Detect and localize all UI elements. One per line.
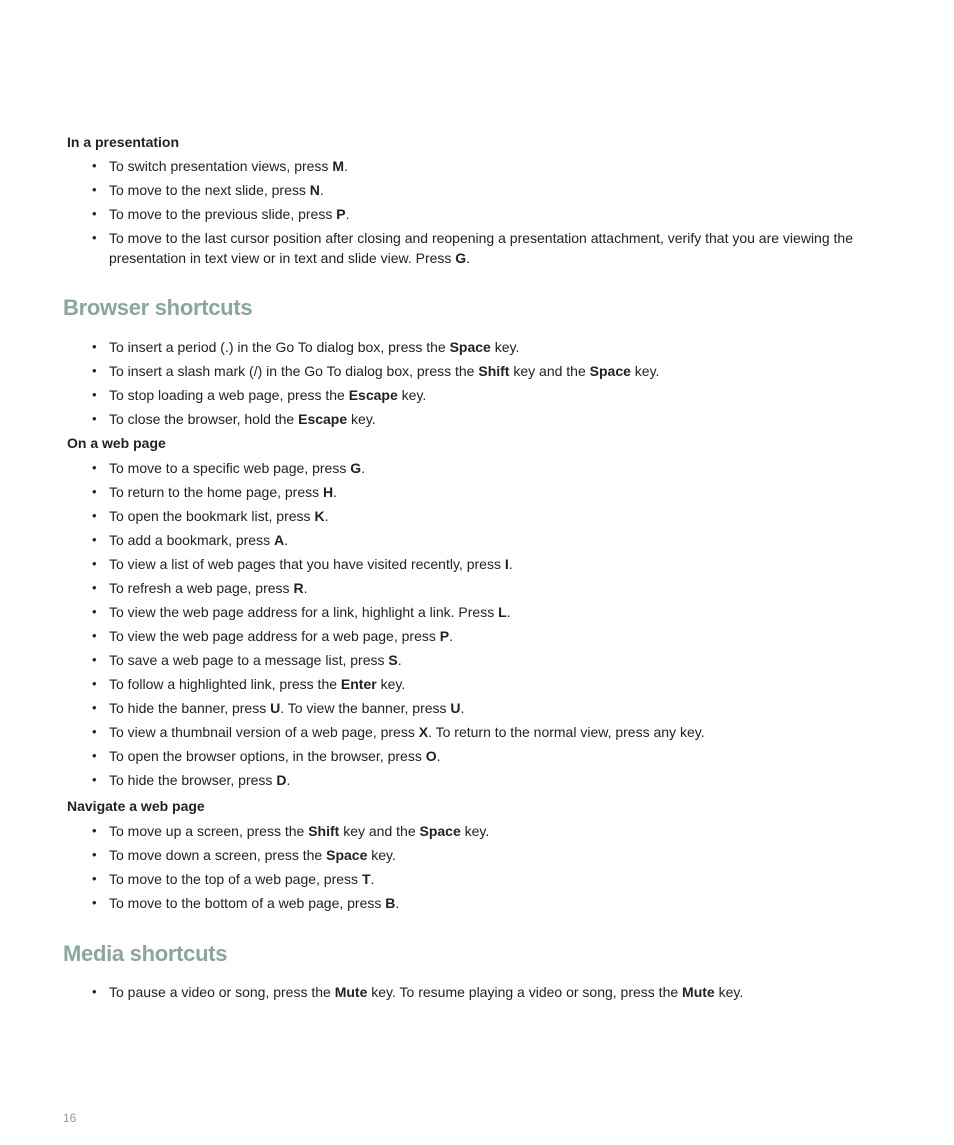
item-text: To hide the browser, press: [109, 772, 277, 788]
key-name: B: [385, 895, 396, 911]
key-name: G: [455, 250, 467, 266]
item-text: key and the: [509, 363, 590, 379]
item-text: key. To resume playing a video or song, press the: [367, 984, 683, 1000]
item-text: To add a bookmark, press: [109, 532, 274, 548]
item-text: .: [506, 604, 511, 620]
key-name: Space: [449, 339, 491, 355]
item-text: To move down a screen, press the: [109, 847, 327, 863]
list-item: [0, 228, 954, 268]
item-text: To close the browser, hold the: [109, 411, 299, 427]
list-item: [0, 698, 954, 718]
key-name: M: [332, 158, 344, 174]
item-text: To move to the previous slide, press: [109, 206, 337, 222]
list-item: [0, 578, 954, 598]
list-item: [0, 530, 954, 550]
key-name: G: [350, 460, 362, 476]
item-text: To hide the banner, press: [109, 700, 271, 716]
item-text: To move to the last cursor position after closing and reopening a presentation attachment, verify that you are viewing the presentation in text view or in text and slide view. Press: [109, 230, 853, 266]
item-text: .: [460, 700, 465, 716]
media-shortcuts-heading: Media shortcuts: [63, 941, 228, 966]
item-text: .: [319, 182, 324, 198]
list-item: [0, 650, 954, 670]
item-text: To move up a screen, press the: [109, 823, 309, 839]
item-text: .: [333, 484, 338, 500]
item-text: .: [286, 772, 291, 788]
item-text: key.: [347, 411, 376, 427]
item-text: .: [345, 206, 350, 222]
browser-list: [0, 337, 954, 433]
list-item: [0, 156, 954, 176]
key-name: N: [309, 182, 320, 198]
presentation-heading: In a presentation: [67, 134, 180, 150]
key-name: R: [293, 580, 304, 596]
item-text: To view a list of web pages that you have visited recently, press: [109, 556, 505, 572]
item-text: .: [370, 871, 375, 887]
item-text: . To view the banner, press: [280, 700, 451, 716]
navigate-list: [0, 821, 954, 917]
item-text: To open the browser options, in the browser, press: [109, 748, 426, 764]
list-item: [0, 982, 954, 1002]
item-text: To stop loading a web page, press the: [109, 387, 349, 403]
item-text: key.: [714, 984, 744, 1000]
key-name: D: [276, 772, 287, 788]
key-name: Shift: [478, 363, 510, 379]
item-text: To insert a period (.) in the Go To dialog box, press the: [109, 339, 450, 355]
item-text: .: [324, 508, 329, 524]
key-name: I: [504, 556, 509, 572]
key-name: S: [388, 652, 398, 668]
item-text: To return to the home page, press: [109, 484, 324, 500]
key-name: Space: [419, 823, 461, 839]
list-item: [0, 337, 954, 357]
list-item: [0, 482, 954, 502]
web-page-heading: On a web page: [67, 435, 166, 451]
item-text: . To return to the normal view, press any key.: [428, 724, 705, 740]
item-text: key.: [397, 387, 427, 403]
item-text: key and the: [339, 823, 420, 839]
item-text: To pause a video or song, press the: [109, 984, 335, 1000]
item-text: key.: [376, 676, 406, 692]
list-item: [0, 554, 954, 574]
key-name: P: [336, 206, 346, 222]
item-text: To view the web page address for a web page, press: [109, 628, 440, 644]
key-name: U: [450, 700, 461, 716]
item-text: key.: [460, 823, 490, 839]
item-text: key.: [630, 363, 660, 379]
item-text: To view the web page address for a link, highlight a link. Press: [109, 604, 499, 620]
list-item: [0, 180, 954, 200]
browser-shortcuts-heading: Browser shortcuts: [63, 295, 253, 320]
key-name: Space: [326, 847, 368, 863]
item-text: .: [303, 580, 308, 596]
list-item: [0, 602, 954, 622]
item-text: key.: [490, 339, 520, 355]
list-item: [0, 385, 954, 405]
item-text: To follow a highlighted link, press the: [109, 676, 341, 692]
item-text: To move to the bottom of a web page, press: [109, 895, 386, 911]
list-item: [0, 458, 954, 478]
item-text: key.: [367, 847, 396, 863]
key-name: Mute: [334, 984, 368, 1000]
item-text: To insert a slash mark (/) in the Go To dialog box, press the: [109, 363, 479, 379]
item-text: To move to the top of a web page, press: [109, 871, 362, 887]
list-item: [0, 506, 954, 526]
item-text: .: [397, 652, 402, 668]
list-item: [0, 869, 954, 889]
list-item: [0, 674, 954, 694]
item-text: .: [344, 158, 348, 174]
item-text: .: [361, 460, 366, 476]
key-name: K: [314, 508, 325, 524]
list-item: [0, 770, 954, 790]
list-item: [0, 361, 954, 381]
item-text: .: [508, 556, 513, 572]
item-text: To switch presentation views, press: [109, 158, 333, 174]
key-name: Space: [589, 363, 631, 379]
list-item: [0, 893, 954, 913]
list-item: [0, 845, 954, 865]
key-name: O: [425, 748, 437, 764]
item-text: .: [395, 895, 400, 911]
list-item: [0, 626, 954, 646]
key-name: P: [439, 628, 450, 644]
key-name: Mute: [682, 984, 715, 1000]
item-text: .: [284, 532, 288, 548]
key-name: Shift: [308, 823, 340, 839]
list-item: [0, 409, 954, 429]
list-item: [0, 204, 954, 224]
item-text: To refresh a web page, press: [109, 580, 294, 596]
list-item: [0, 722, 954, 742]
media-list: [0, 982, 954, 1006]
key-name: L: [498, 604, 507, 620]
item-text: To view a thumbnail version of a web page, press: [109, 724, 419, 740]
list-item: [0, 821, 954, 841]
item-text: .: [436, 748, 441, 764]
key-name: Escape: [298, 411, 348, 427]
key-name: H: [323, 484, 334, 500]
key-name: Enter: [340, 676, 377, 692]
item-text: To move to the next slide, press: [109, 182, 310, 198]
navigate-heading: Navigate a web page: [67, 798, 205, 814]
key-name: A: [273, 532, 285, 548]
web-page-list: [0, 458, 954, 794]
page-number: 16: [63, 1111, 77, 1125]
key-name: T: [361, 871, 371, 887]
key-name: Escape: [348, 387, 398, 403]
list-item: [0, 746, 954, 766]
item-text: To move to a specific web page, press: [109, 460, 351, 476]
key-name: U: [270, 700, 281, 716]
item-text: .: [466, 250, 471, 266]
item-text: To open the bookmark list, press: [109, 508, 315, 524]
item-text: To save a web page to a message list, press: [109, 652, 389, 668]
key-name: X: [418, 724, 429, 740]
item-text: .: [449, 628, 453, 644]
presentation-list: [0, 156, 954, 272]
